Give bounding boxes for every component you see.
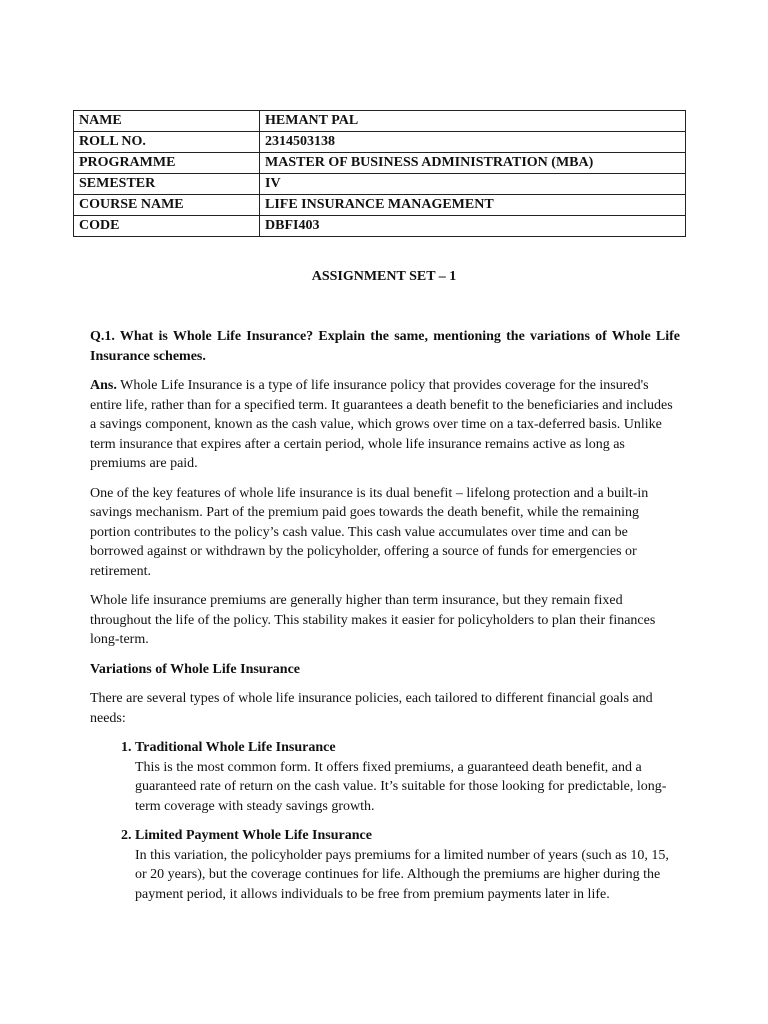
info-value-programme: MASTER OF BUSINESS ADMINISTRATION (MBA): [260, 153, 686, 174]
info-label-semester: SEMESTER: [74, 174, 260, 195]
list-item: [135, 738, 680, 816]
question-text: Q.1. What is Whole Life Insurance? Explain the same, mentioning the variations of Whole Life Insurance schemes.: [90, 329, 680, 364]
assignment-title: ASSIGNMENT SET – 1: [311, 269, 457, 284]
table-row: [74, 174, 686, 195]
info-value-name: HEMANT PAL: [260, 111, 686, 132]
answer-paragraph-2: One of the key features of whole life insurance is its dual benefit – lifelong protection and a built-in savings mechanism. Part of the premium paid goes towards the death benefit, while the remaining portion contributes to the policy’s cash value. This cash value accumulates over time and can be borrowed against or withdrawn by the policyholder, offering a source of funds for emergencies or retirement.: [90, 485, 649, 579]
list-item: [135, 826, 680, 904]
info-value-code: DBFI403: [260, 216, 686, 237]
variations-list: [90, 738, 680, 904]
document-body: [90, 327, 680, 914]
answer-label: Ans.: [90, 378, 117, 393]
info-label-programme: PROGRAMME: [74, 153, 260, 174]
answer-paragraph-1: [90, 376, 680, 474]
table-row: [74, 111, 686, 132]
info-label-name: NAME: [74, 111, 260, 132]
info-value-course-name: LIFE INSURANCE MANAGEMENT: [260, 195, 686, 216]
variation-title: 1. Traditional Whole Life Insurance: [135, 740, 336, 755]
info-label-course-name: COURSE NAME: [74, 195, 260, 216]
table-row: [74, 153, 686, 174]
table-row: [74, 132, 686, 153]
info-label-roll-no: ROLL NO.: [74, 132, 260, 153]
variation-body: This is the most common form. It offers fixed premiums, a guaranteed death benefit, and a guaranteed rate of return on the cash value. It’s suitable for those looking for predictable, long-term coverage with steady savings growth.: [135, 759, 667, 814]
answer-paragraph-3: Whole life insurance premiums are generally higher than term insurance, but they remain fixed throughout the life of the policy. This stability makes it easier for policyholders to plan their finances long-term.: [90, 593, 656, 647]
variation-title: 2. Limited Payment Whole Life Insurance: [135, 828, 372, 843]
variations-heading: Variations of Whole Life Insurance: [90, 661, 301, 677]
info-value-semester: IV: [260, 174, 686, 195]
student-info-table: [73, 110, 686, 237]
table-row: [74, 195, 686, 216]
info-label-code: CODE: [74, 216, 260, 237]
variation-body: In this variation, the policyholder pays premiums for a limited number of years (such as 10, 15, or 20 years), but the coverage continues for life. Although the premiums are higher during the payment period, it allows individuals to be free from premium payments later in life.: [135, 847, 669, 902]
answer-intro-text: Whole Life Insurance is a type of life insurance policy that provides coverage for the insured's entire life, rather than for a specified term. It guarantees a death benefit to the beneficiaries and includes a savings component, known as the cash value, which grows over time on a tax-deferred basis. Unlike term insurance that expires after a certain period, whole life insurance remains active as long as premiums are paid.: [90, 378, 673, 471]
info-value-roll-no: 2314503138: [260, 132, 686, 153]
table-row: [74, 216, 686, 237]
variations-intro: There are several types of whole life insurance policies, each tailored to different financial goals and needs:: [90, 691, 653, 726]
